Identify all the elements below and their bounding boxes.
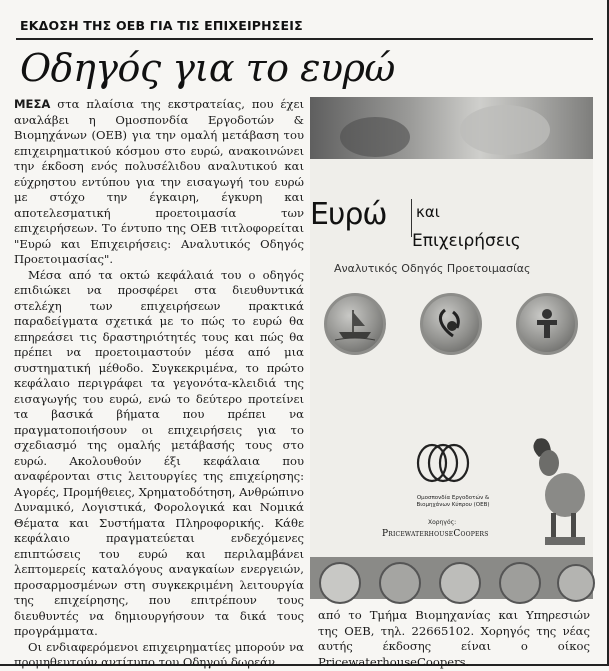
article-paragraph-1 xyxy=(14,97,304,268)
article-paragraph-4: από το Τμήμα Βιομηχανίας και Υπηρεσιών της ΟΕΒ, τηλ. 22665102. Χορηγός της νέας αυτής έκδοσης είναι ο οίκος PricewaterhouseCoopers. xyxy=(318,608,590,669)
coin-mouflon-icon xyxy=(420,293,482,355)
article-paragraph-3: Οι ενδιαφερόμενοι επιχειρηματίες μπορούν να προμηθευτούν αντίτυπο του Οδηγού δωρεάν xyxy=(14,639,304,669)
cover-sponsor-name: PricewaterhouseCoopers xyxy=(382,529,489,539)
article-headline: Οδηγός για το ευρώ xyxy=(20,46,395,90)
ram-illustration-icon xyxy=(525,437,589,547)
coin-row-strip xyxy=(310,557,593,599)
article-paragraph-2: Μέσα από τα οκτώ κεφάλαιά του ο οδηγός επιδιώκει να προσφέρει στα διευθυντικά στελέχη των επιχειρήσεων πρακτικά παραδείγματα σχετικά με το πώς το ευρώ θα επηρεάσει τις δραστηριότητές τους και πώς θα πρέπει να προετοιμαστούν μέσα από μια συστηματική μέθοδο. Συγκεκριμένα, το πρώτο κεφάλαιο περιγράφει τα γεγονότα-κλειδιά της εισαγωγής του ευρώ, ενώ το δεύτερο προτείνει τα βασικά βήματα που πρέπει να πραγματοποιήσουν οι επιχειρήσεις για το σχεδιασμό της ομαλής μετάβασής τους στο ευρώ. Ακολουθούν έξι κεφάλαια που αναφέρονται στις λειτουργίες της επιχείρησης: Αγορές, Προμήθειες, Χρηματοδότηση, Ανθρώπινο Δυναμικό, Λογιστικά, Φορολογικά και Νομικά Θέματα και Συστήματα Πληροφορικής. Κάθε κεφάλαιο πραγματεύεται ενδεχόμενες επιπτώσεις του ευρώ και περιλαμβάνει λεπτομερείς καταλόγους αναγκαίων ενεργειών, προσαρμοσμένων στη συγκεκριμένη λειτουργία της επιχείρησης, που επιτρέπουν τους διευθυντές να δημιουργήσουν τα δικά τους προγράμματα. xyxy=(14,267,304,638)
cover-title-euro: Ευρώ xyxy=(310,197,387,232)
paragraph-1-text: στα πλαίσια της εκστρατείας, που έχει αναλάβει η Ομοσπονδία Εργοδοτών & Βιομηχάνων (ΟΕΒ) για την ομαλή μετάβαση του επιχειρηματικού κόσμου στο ευρώ, ανακοινώνει την έκδοση ενός πολυσέλιδου αναλυτικού και εύχρηστου εντύπου για την εισαγωγή του ευρώ με στόχο την έγκαιρη, έγκυρη και αποτελεσματική προετοιμασία των επιχειρήσεων. Το έντυπο της ΟΕΒ τιτλοφορείται "Ευρώ και Επιχειρήσεις: Αναλυτικός Οδηγός Προετοιμασίας". xyxy=(14,97,304,266)
cover-org-name: Ομοσπονδία Εργοδοτών & Βιομηχάνων Κύπρου (ΟΕΒ) xyxy=(416,495,490,508)
article-kicker: ΕΚΔΟΣΗ ΤΗΣ ΟΕΒ ΓΙΑ ΤΙΣ ΕΠΙΧΕΙΡΗΣΕΙΣ xyxy=(20,18,303,33)
cover-title-business: Επιχειρήσεις xyxy=(412,231,521,251)
brochure-cover-image xyxy=(310,97,593,599)
coin-idol-icon xyxy=(516,293,578,355)
kicker-rule xyxy=(16,38,593,40)
cover-subtitle: Αναλυτικός Οδηγός Προετοιμασίας xyxy=(334,262,531,275)
cover-sponsor-label: Χορηγός: xyxy=(428,519,457,526)
article-column-right xyxy=(318,608,590,670)
coin-ship-icon xyxy=(324,293,386,355)
cover-title-and: και xyxy=(416,203,440,221)
cover-photo-strip xyxy=(310,97,593,159)
article-column-left xyxy=(14,97,304,669)
lead-word: ΜΕΣΑ xyxy=(14,97,51,111)
oeb-logo-icon xyxy=(410,435,476,491)
